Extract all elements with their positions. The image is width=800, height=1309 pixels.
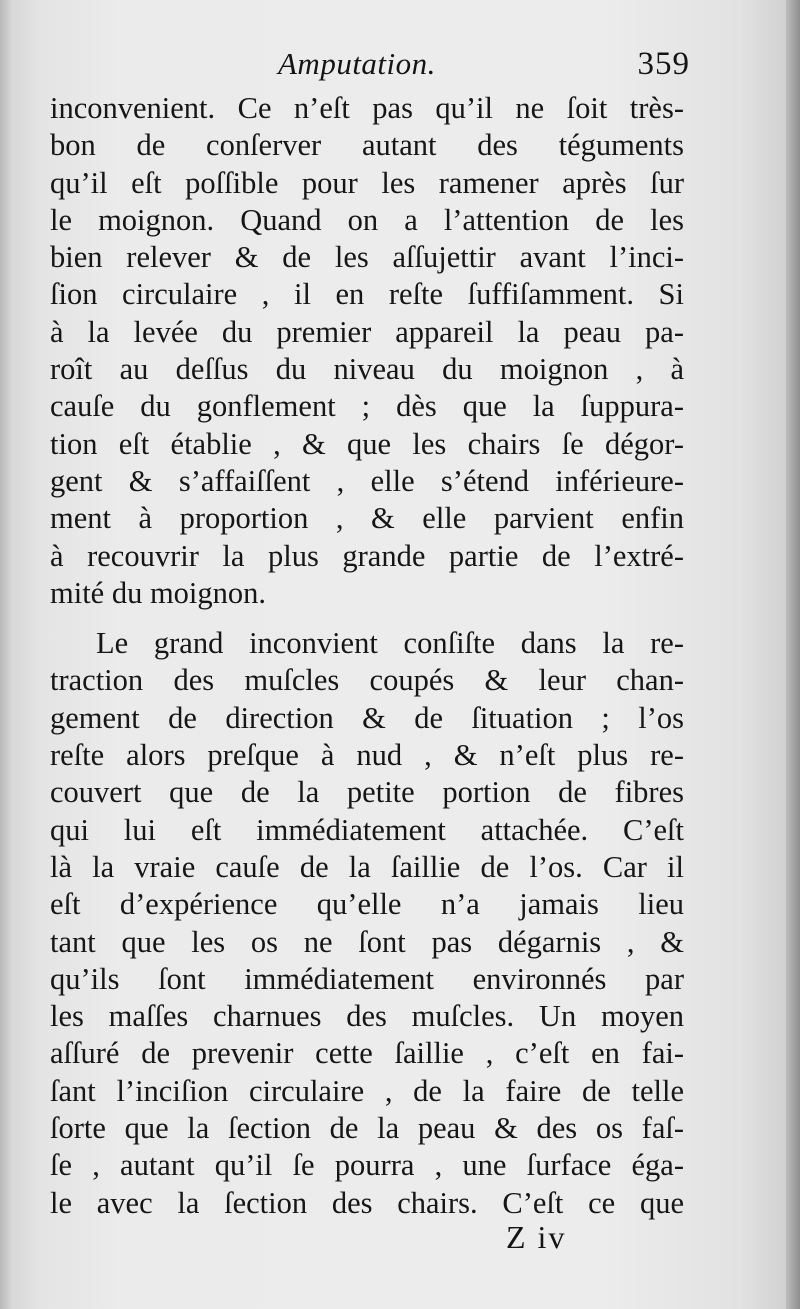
text-line: Le grand inconvient conſiſte dans la re- xyxy=(96,626,684,661)
page-number: 359 xyxy=(637,46,690,82)
text-line: reſte alors preſque à nud , & n’eſt plus re- xyxy=(50,738,684,773)
text-line: à recouvrir la plus grande partie de l’extré- xyxy=(50,538,684,573)
text-line: là la vraie cauſe de la ſaillie de l’os. Car il xyxy=(50,849,684,884)
text-line: qui lui eſt immédiatement attachée. C’eſt xyxy=(50,812,684,847)
signature-mark: Z iv xyxy=(506,1219,567,1255)
paragraph xyxy=(50,90,684,612)
text-line: bon de conſerver autant des téguments xyxy=(50,128,684,163)
text-line: ſe , autant qu’il ſe pourra , une ſurface éga- xyxy=(50,1148,684,1183)
text-line: aſſuré de prevenir cette ſaillie , c’eſt en fai- xyxy=(50,1036,684,1071)
body-text xyxy=(50,90,684,1222)
text-line: eſt d’expérience qu’elle n’a jamais lieu xyxy=(50,887,684,922)
paragraph-gap xyxy=(50,612,684,625)
text-line: le avec la ſection des chairs. C’eſt ce que xyxy=(50,1185,684,1220)
text-line: ſant l’inciſion circulaire , de la faire de telle xyxy=(50,1073,684,1108)
text-line: les maſſes charnues des muſcles. Un moyen xyxy=(50,999,684,1034)
text-line: bien relever & de les aſſujettir avant l’inci- xyxy=(50,240,684,275)
page-edge-right xyxy=(786,0,800,1309)
text-line: roît au deſſus du niveau du moignon , à xyxy=(50,352,684,387)
page-header xyxy=(50,46,690,90)
text-line: traction des muſcles coupés & leur chan- xyxy=(50,663,684,698)
page-edge-left xyxy=(0,0,14,1309)
text-line: ment à proportion , & elle parvient enfin xyxy=(50,501,684,536)
text-line: inconvenient. Ce n’eſt pas qu’il ne ſoit très- xyxy=(50,91,684,125)
text-line: couvert que de la petite portion de fibres xyxy=(50,775,684,810)
text-line: cauſe du gonflement ; dès que la ſuppura- xyxy=(50,389,684,424)
text-line: tant que les os ne ſont pas dégarnis , & xyxy=(50,924,684,959)
text-line: qu’ils ſont immédiatement environnés par xyxy=(50,961,684,996)
text-line: ſorte que la ſection de la peau & des os faſ- xyxy=(50,1111,684,1146)
running-head: Amputation. xyxy=(278,46,436,81)
text-line: ſion circulaire , il en reſte ſuffiſamment. Si xyxy=(50,277,684,312)
text-line: le moignon. Quand on a l’attention de les xyxy=(50,202,684,237)
text-line: tion eſt établie , & que les chairs ſe dégor- xyxy=(50,426,684,461)
text-line: à la levée du premier appareil la peau pa- xyxy=(50,314,684,349)
text-line: gement de direction & de ſituation ; l’os xyxy=(50,700,684,735)
text-line: qu’il eſt poſſible pour les ramener après ſur xyxy=(50,165,684,200)
text-line: gent & s’affaiſſent , elle s’étend inférieure- xyxy=(50,463,684,498)
paragraph xyxy=(50,625,684,1222)
text-line: mité du moignon. xyxy=(50,575,267,610)
